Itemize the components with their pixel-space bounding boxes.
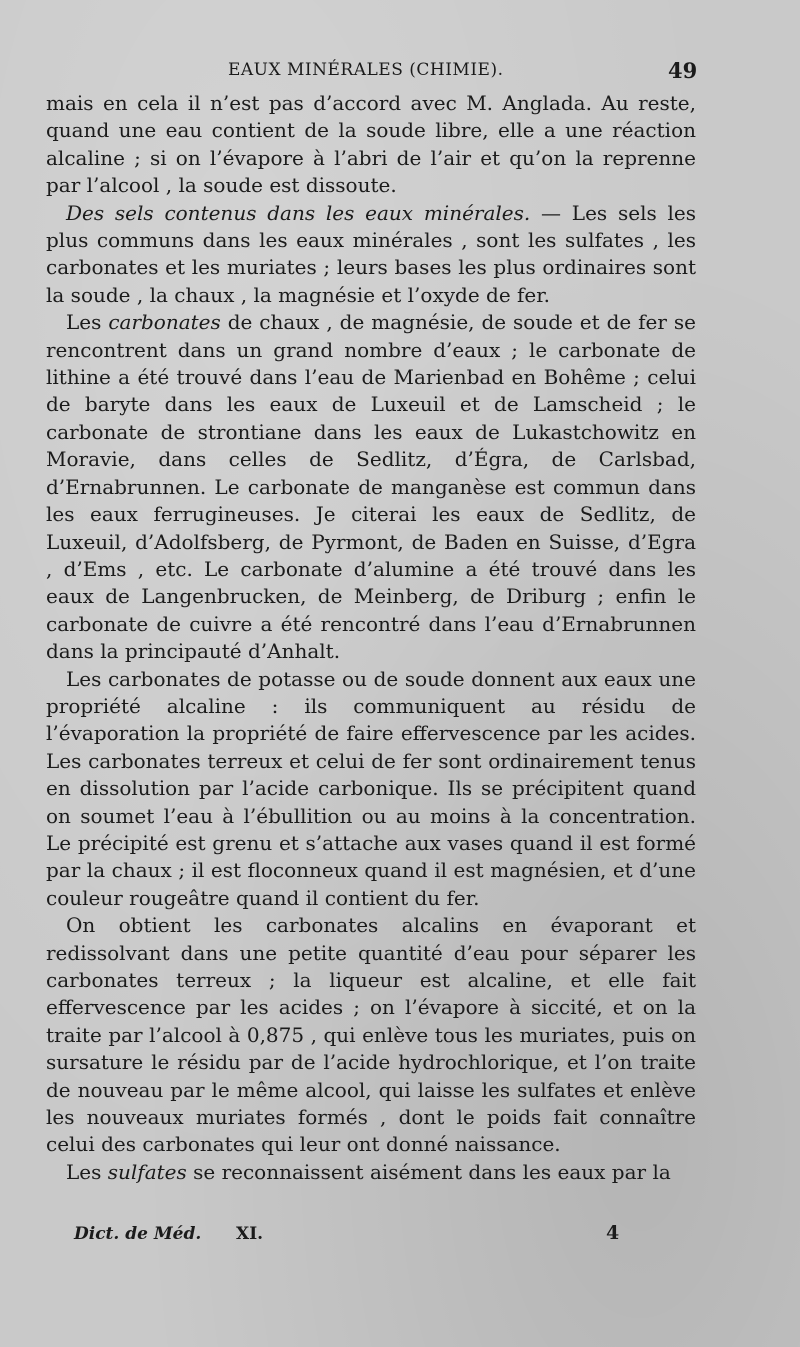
running-head [0,58,800,88]
page-number: 49 [668,58,698,83]
text-run: On obtient les carbonates alcalins en évaporant et redissolvant dans une petite quantité d’eau pour séparer les carbonates terreux ; la liqueur est alcaline, et elle fait effervescence par les acides ; on l’évapore à siccité, et on la traite par l’alcool à 0,875 , qui enlève tous les muriates, puis on sursature le résidu par de l’acide hydrochlorique, et l’on traite de nouveau par le même alcool, qui laisse les sulfates et enlève les nouveaux muriates formés , dont le poids fait connaître celui des carbonates qui leur ont donné naissance. [46,913,696,1157]
running-title: EAUX MINÉRALES (CHIMIE). [228,60,504,80]
text-run: de chaux , de magnésie, de soude et de fer se rencontrent dans un grand nombre d’eaux ; le carbonate de lithine a été trouvé dans l’eau de Marienbad en Bohême ; celui de baryte dans les eaux de Luxeuil et de Lamscheid ; le carbonate de strontiane dans les eaux de Lukastchowitz en Moravie, dans celles de Sedlitz, d’Égra, de Carlsbad, d’Ernabrunnen. Le carbonate de manganèse est commun dans les eaux ferrugineuses. Je citerai les eaux de Sedlitz, de Luxeuil, d’Adolfsberg, de Pyrmont, de Baden en Suisse, d’Egra , d’Ems , etc. Le carbonate d’alumine a été trouvé dans les eaux de Langenbrucken, de Meinberg, de Driburg ; enfin le carbonate de cuivre a été rencontré dans l’eau d’Ernabrunnen dans la principauté d’Anhalt. [46,310,696,664]
text-run: — Les sels les plus communs dans les eaux minérales , sont les sulfates , les carbonates et les muriates ; leurs bases les plus ordinaires sont la soude , la chaux , la magnésie et l’oxyde de fer. [46,200,696,307]
paragraph-alkaline-carbonates [46,666,696,913]
italic-term: sulfates [107,1159,187,1184]
body-text [46,90,696,1186]
section-heading: Des sels contenus dans les eaux minérales. [66,200,531,225]
italic-term: carbonates [108,310,221,335]
paragraph-carbonates [46,309,696,665]
page-footer [0,1224,800,1254]
paragraph-salts [46,200,696,310]
paragraph-procedure [46,912,696,1159]
text-run: Les [66,1159,108,1184]
text-run: Les [66,310,109,335]
footer-source: Dict. de Méd. [74,1224,202,1244]
text-run: Les carbonates de potasse ou de soude donnent aux eaux une propriété alcaline : ils communiquent au résidu de l’évaporation la propriété de faire effervescence par les acides. Les carbonates terreux et celui de fer sont ordinairement tenus en dissolution par l’acide carbonique. Ils se précipitent quand on soumet l’eau à l’ébullition ou au moins à la concentration. Le précipité est grenu et s’attache aux vases quand il est formé par la chaux ; il est floconneux quand il est magnésien, et d’une couleur rougeâtre quand il contient du fer. [46,666,696,910]
footer-volume: XI. [236,1224,264,1244]
text-run: mais en cela il n’est pas d’accord avec M. Anglada. Au reste, quand une eau contient de la soude libre, elle a une réaction alcaline ; si on l’évapore à l’abri de l’air et qu’on la reprenne par l’alcool , la soude est dissoute. [46,91,696,198]
text-run: se reconnaissent aisément dans les eaux par la [186,1159,671,1184]
paragraph-continuation [46,90,696,200]
signature-mark: 4 [606,1222,620,1244]
paragraph-sulfates [46,1159,696,1186]
